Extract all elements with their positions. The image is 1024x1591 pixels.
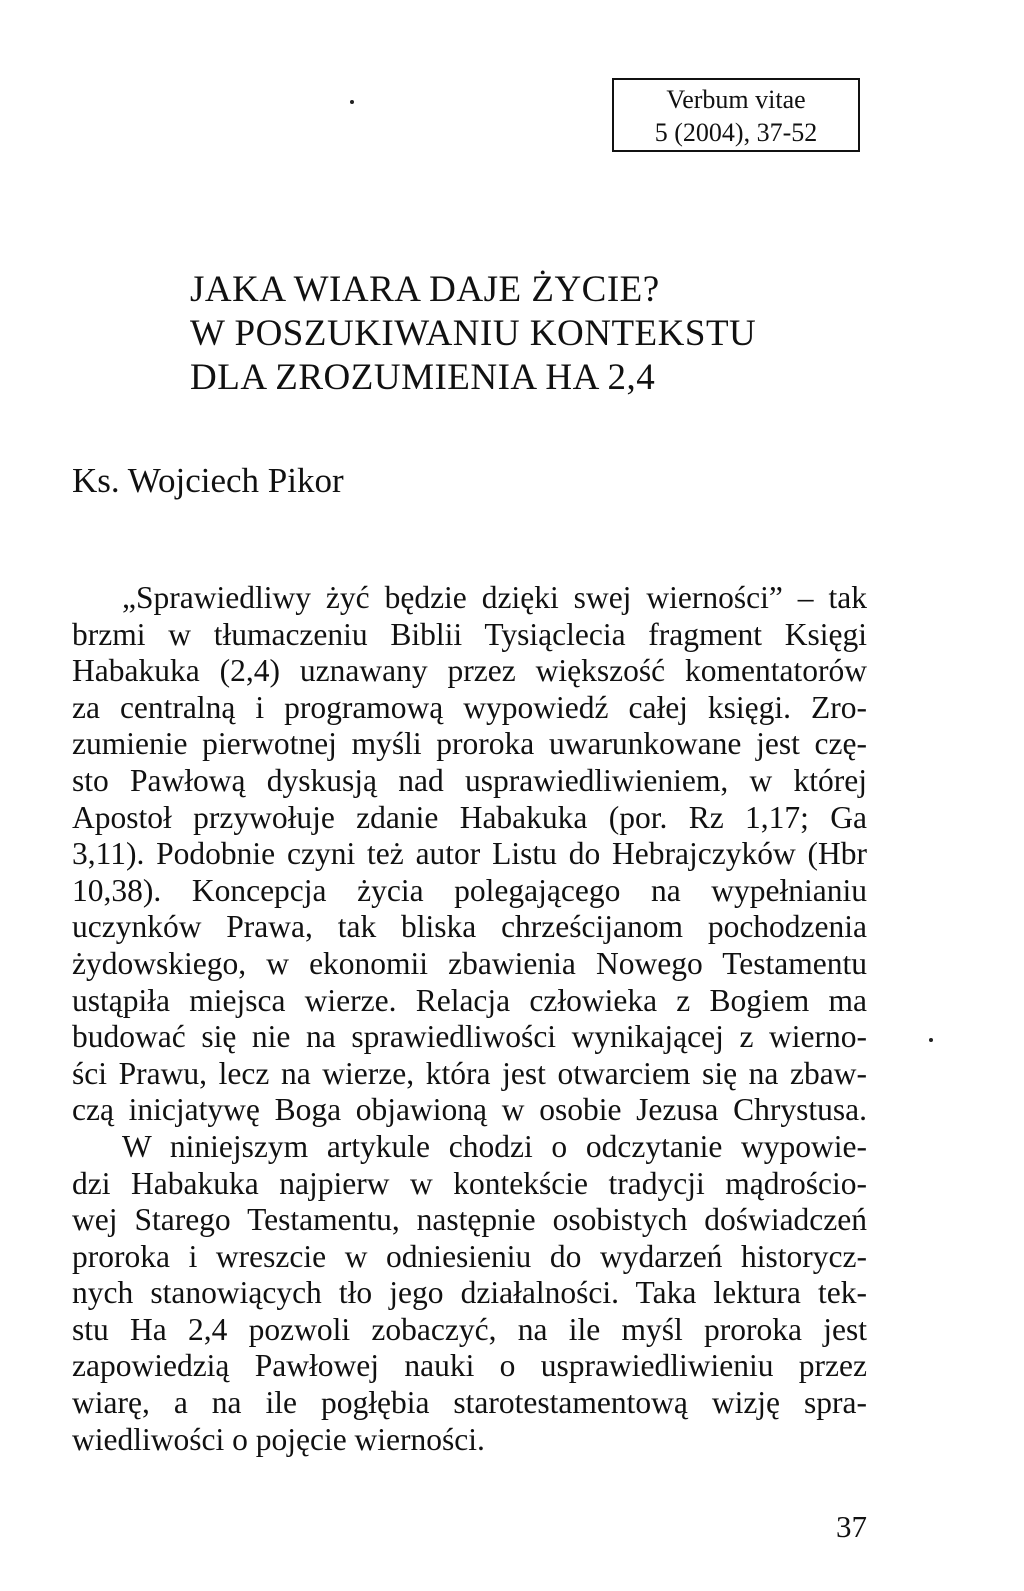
text-line: wiarę, a na ile pogłębia starotestamentową wizję spra-: [72, 1385, 867, 1421]
text-line: żydowskiego, w ekonomii zbawienia Nowego Testamentu: [72, 945, 867, 981]
text-line: dzi Habakuka najpierw w kontekście tradycji mądrościo-: [72, 1165, 867, 1201]
text-line: 3,11). Podobnie czyni też autor Listu do Hebrajczyków (Hbr: [72, 836, 867, 872]
text-line: czą inicjatywę Boga objawioną w osobie Jezusa Chrystusa.: [72, 1092, 867, 1128]
article-author: Ks. Wojciech Pikor: [72, 461, 344, 500]
text-line: W niniejszym artykule chodzi o odczytanie wypowie-: [122, 1128, 867, 1164]
print-speck: [350, 100, 354, 104]
text-line: sto Pawłową dyskusją nad usprawiedliwieniem, w której: [72, 762, 867, 798]
text-line: ustąpiła miejsca wierze. Relacja człowieka z Bogiem ma: [72, 982, 867, 1018]
title-line: W POSZUKIWANIU KONTEKSTU: [190, 313, 757, 354]
text-line: Habakuka (2,4) uznawany przez większość komentatorów: [72, 653, 867, 689]
text-line: ści Prawu, lecz na wierze, która jest otwarciem się na zbaw-: [72, 1055, 867, 1091]
text-line: nych stanowiących tło jego działalności. Taka lektura tek-: [72, 1275, 867, 1311]
text-line: Apostoł przywołuje zdanie Habakuka (por. Rz 1,17; Ga: [72, 799, 867, 835]
paragraph-2: [72, 1129, 867, 1458]
paragraph-1: [72, 580, 867, 1129]
article-body: [72, 580, 867, 1458]
title-line: JAKA WIARA DAJE ŻYCIE?: [190, 269, 660, 310]
text-line: 10,38). Koncepcja życia polegającego na wypełnianiu: [72, 872, 867, 908]
text-line: zapowiedzią Pawłowej nauki o usprawiedliwieniu przez: [72, 1348, 867, 1384]
text-line: stu Ha 2,4 pozwoli zobaczyć, na ile myśl proroka jest: [72, 1311, 867, 1347]
page-number: 37: [836, 1509, 867, 1544]
text-line: brzmi w tłumaczeniu Biblii Tysiąclecia fragment Księgi: [72, 616, 867, 652]
text-line: „Sprawiedliwy żyć będzie dzięki swej wierności” – tak: [122, 580, 867, 615]
print-speck: [929, 1038, 933, 1042]
title-line: DLA ZROZUMIENIA HA 2,4: [190, 357, 656, 398]
article-title: [190, 268, 890, 400]
text-line: zumienie pierwotnej myśli proroka uwarunkowane jest czę-: [72, 726, 867, 762]
text-line: budować się nie na sprawiedliwości wynikającej z wierno-: [72, 1019, 867, 1055]
text-line: za centralną i programową wypowiedź całej księgi. Zro-: [72, 689, 867, 725]
text-line: uczynków Prawa, tak bliska chrześcijanom pochodzenia: [72, 909, 867, 945]
journal-name: Verbum vitae: [666, 85, 806, 114]
journal-citation-box: [612, 78, 860, 152]
text-line: wiedliwości o pojęcie wierności.: [72, 1421, 485, 1457]
text-line: proroka i wreszcie w odniesieniu do wydarzeń historycz-: [72, 1238, 867, 1274]
text-line: wej Starego Testamentu, następnie osobistych doświadczeń: [72, 1202, 867, 1238]
journal-volume-pages: 5 (2004), 37-52: [654, 118, 818, 147]
